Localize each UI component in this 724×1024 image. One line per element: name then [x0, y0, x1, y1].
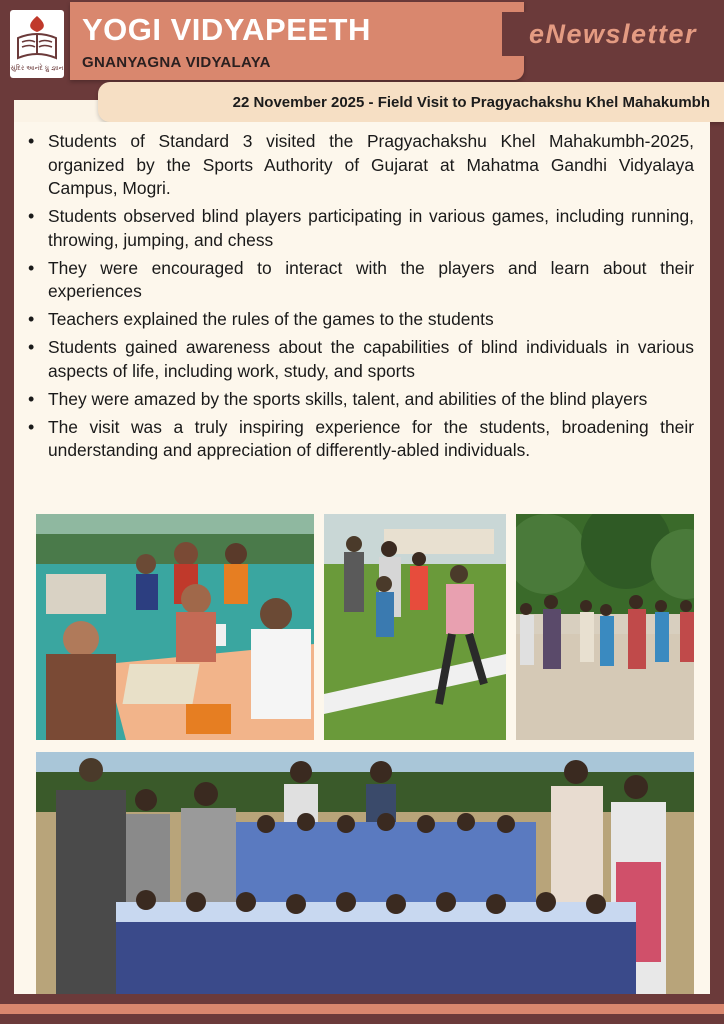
school-logo [6, 6, 68, 82]
photo-field-players [516, 514, 694, 740]
photo-running-event [324, 514, 506, 740]
photo-chess-players [36, 514, 314, 740]
bullet-item: • Teachers explained the rules of the games to the students [26, 308, 694, 332]
event-date-title: 22 November 2025 - Field Visit to Pragyachakshu Khel Mahakumbh [232, 93, 710, 111]
newsletter-badge [502, 12, 724, 56]
school-subtitle: GNANYAGNA VIDYALAYA [82, 54, 271, 71]
school-title: YOGI VIDYAPEETH [82, 12, 371, 47]
photo-group [36, 752, 694, 994]
bullet-item: • Students of Standard 3 visited the Pragyachakshu Khel Mahakumbh-2025, organized by the Sports Authority of Gujarat at Mahatma Gandhi Vidyalaya Campus, Mogri. [26, 130, 694, 201]
bullet-item: • The visit was a truly inspiring experience for the students, broadening their understanding and appreciation of differently-abled individuals. [26, 416, 694, 463]
event-bullet-list [26, 130, 694, 467]
right-frame [710, 0, 724, 1024]
bullet-item: • Students gained awareness about the capabilities of blind individuals in various aspects of life, including work, study, and sports [26, 336, 694, 383]
date-banner [98, 82, 724, 122]
bullet-item: • They were encouraged to interact with the players and learn about their experiences [26, 257, 694, 304]
footer-strip [0, 1004, 724, 1014]
logo-caption: સુંદિર આનંદે ધ્રુ જ્ઞાન [10, 64, 64, 72]
newsletter-label: eNewsletter [528, 18, 698, 49]
left-frame [0, 0, 14, 1024]
bullet-item: • They were amazed by the sports skills, talent, and abilities of the blind players [26, 388, 694, 412]
bullet-item: • Students observed blind players participating in various games, including running, throwing, jumping, and chess [26, 205, 694, 252]
title-banner [70, 2, 524, 80]
